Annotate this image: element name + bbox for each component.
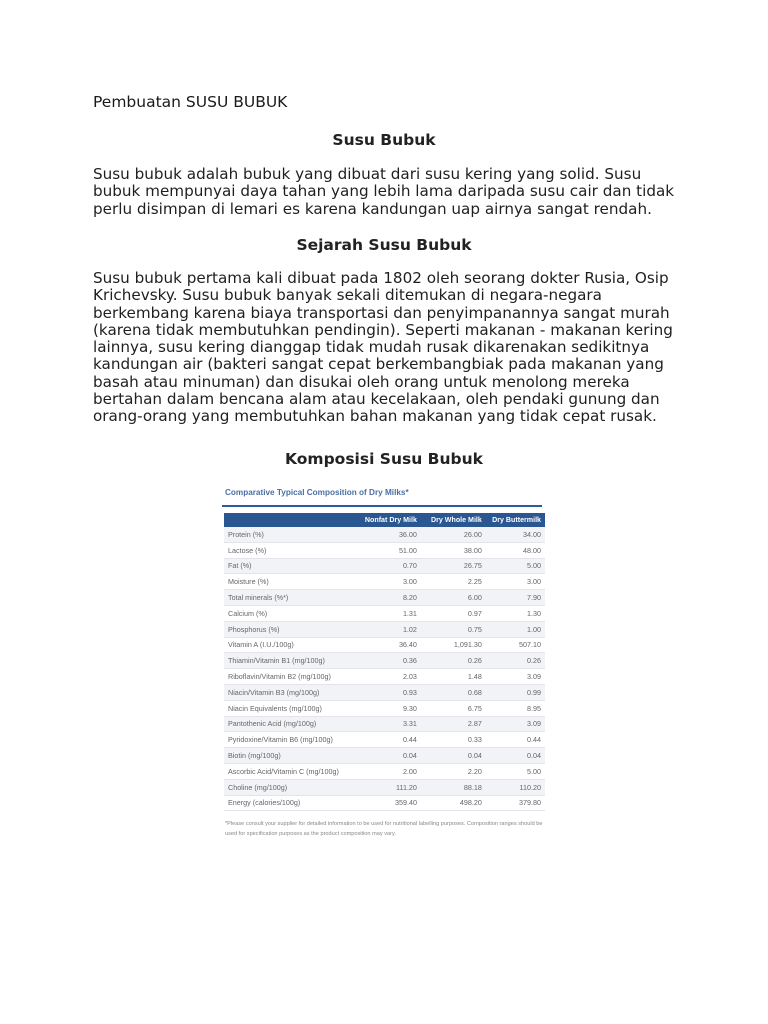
composition-table: [224, 513, 545, 811]
table-cell-value: 8.20: [355, 590, 420, 606]
table-cell-value: 3.09: [486, 716, 545, 732]
table-row: [224, 590, 545, 606]
table-cell-value: 26.00: [421, 527, 486, 542]
table-body: [224, 527, 545, 811]
table-cell-value: 34.00: [486, 527, 545, 542]
table-cell-value: 498.20: [421, 795, 486, 811]
table-row: [224, 527, 545, 542]
table-cell-value: 0.93: [355, 684, 420, 700]
table-row: [224, 637, 545, 653]
table-cell-value: 38.00: [421, 542, 486, 558]
table-cell-value: 6.75: [421, 700, 486, 716]
table-cell-value: 1.30: [486, 605, 545, 621]
column-header-dry-whole-milk: Dry Whole Milk: [421, 513, 486, 527]
table-cell-nutrient: Choline (mg/100g): [224, 779, 355, 795]
table-cell-value: 0.97: [421, 605, 486, 621]
table-cell-value: 379.80: [486, 795, 545, 811]
table-cell-value: 1,091.30: [421, 637, 486, 653]
column-header-dry-buttermilk: Dry Buttermilk: [486, 513, 545, 527]
table-cell-value: 0.44: [355, 732, 420, 748]
table-cell-value: 111.20: [355, 779, 420, 795]
table-cell-value: 1.02: [355, 621, 420, 637]
table-header-row: [224, 513, 545, 527]
table-row: [224, 748, 545, 764]
column-header-nutrient: [224, 513, 355, 527]
table-cell-value: 26.75: [421, 558, 486, 574]
table-cell-value: 0.04: [355, 748, 420, 764]
table-cell-nutrient: Ascorbic Acid/Vitamin C (mg/100g): [224, 763, 355, 779]
table-cell-value: 9.30: [355, 700, 420, 716]
table-cell-value: 3.00: [355, 574, 420, 590]
table-cell-value: 3.31: [355, 716, 420, 732]
table-cell-value: 0.26: [486, 653, 545, 669]
table-cell-nutrient: Riboflavin/Vitamin B2 (mg/100g): [224, 669, 355, 685]
table-cell-nutrient: Moisture (%): [224, 574, 355, 590]
table-cell-nutrient: Lactose (%): [224, 542, 355, 558]
table-cell-nutrient: Pantothenic Acid (mg/100g): [224, 716, 355, 732]
table-row: [224, 574, 545, 590]
table-cell-value: 2.25: [421, 574, 486, 590]
table-cell-nutrient: Pyridoxine/Vitamin B6 (mg/100g): [224, 732, 355, 748]
table-row: [224, 779, 545, 795]
table-cell-value: 0.70: [355, 558, 420, 574]
table-cell-value: 6.00: [421, 590, 486, 606]
table-row: [224, 795, 545, 811]
table-cell-nutrient: Fat (%): [224, 558, 355, 574]
table-cell-value: 0.36: [355, 653, 420, 669]
paragraph-susu-bubuk: Susu bubuk adalah bubuk yang dibuat dari susu kering yang solid. Susu bubuk mempunyai daya tahan yang lebih lama daripada susu cair dan tidak perlu disimpan di lemari es karena kandungan uap airnya sangat rendah.: [93, 165, 675, 218]
section-heading-susu-bubuk: Susu Bubuk: [332, 131, 436, 149]
table-row: [224, 621, 545, 637]
paragraph-sejarah: Susu bubuk pertama kali dibuat pada 1802 oleh seorang dokter Rusia, Osip Krichevsky. Susu bubuk banyak sekali ditemukan di negara-negara berkembang karena biaya transportasi dan penyimpanannya sangat murah (karena tidak membutuhkan pendingin). Seperti makanan - makanan kering lainnya, susu kering dianggap tidak mudah rusak dikarenakan sedikitnya kandungan air (bakteri sangat cepat berkembangbiak pada makanan yang basah atau minuman) dan disukai oleh orang untuk menolong mereka bertahan dalam bencana alam atau kecelakaan, oleh pendaki gunung dan orang-orang yang membutuhkan bahan makanan yang tidak cepat rusak.: [93, 269, 673, 426]
table-row: [224, 542, 545, 558]
section-heading-komposisi: Komposisi Susu Bubuk: [285, 450, 483, 468]
table-cell-value: 359.40: [355, 795, 420, 811]
table-row: [224, 716, 545, 732]
table-cell-value: 7.90: [486, 590, 545, 606]
table-row: [224, 605, 545, 621]
table-cell-value: 3.09: [486, 669, 545, 685]
table-cell-value: 1.00: [486, 621, 545, 637]
table-cell-nutrient: Vitamin A (I.U./100g): [224, 637, 355, 653]
table-cell-value: 2.87: [421, 716, 486, 732]
table-caption: Comparative Typical Composition of Dry Milks*: [225, 488, 409, 497]
table-cell-value: 5.00: [486, 763, 545, 779]
table-cell-value: 0.99: [486, 684, 545, 700]
table-cell-value: 1.31: [355, 605, 420, 621]
table-cell-value: 5.00: [486, 558, 545, 574]
table-row: [224, 669, 545, 685]
table-cell-value: 88.18: [421, 779, 486, 795]
caption-divider: [222, 505, 542, 507]
table-cell-value: 51.00: [355, 542, 420, 558]
table-row: [224, 700, 545, 716]
table-cell-value: 0.04: [421, 748, 486, 764]
table-row: [224, 558, 545, 574]
table-cell-nutrient: Total minerals (%*): [224, 590, 355, 606]
table-cell-value: 0.75: [421, 621, 486, 637]
table-cell-nutrient: Niacin Equivalents (mg/100g): [224, 700, 355, 716]
table-cell-value: 0.04: [486, 748, 545, 764]
table-cell-value: 36.40: [355, 637, 420, 653]
section-heading-sejarah: Sejarah Susu Bubuk: [296, 236, 472, 254]
table-cell-value: 2.03: [355, 669, 420, 685]
table-cell-value: 2.20: [421, 763, 486, 779]
table-row: [224, 763, 545, 779]
table-cell-nutrient: Thiamin/Vitamin B1 (mg/100g): [224, 653, 355, 669]
column-header-nonfat-dry-milk: Nonfat Dry Milk: [355, 513, 420, 527]
table-cell-value: 110.20: [486, 779, 545, 795]
table-cell-value: 0.33: [421, 732, 486, 748]
table-row: [224, 732, 545, 748]
table-cell-value: 1.48: [421, 669, 486, 685]
table-cell-nutrient: Protein (%): [224, 527, 355, 542]
table-cell-value: 48.00: [486, 542, 545, 558]
composition-table-figure: [222, 487, 548, 837]
table-cell-nutrient: Energy (calories/100g): [224, 795, 355, 811]
table-cell-value: 2.00: [355, 763, 420, 779]
table-row: [224, 653, 545, 669]
table-cell-nutrient: Phosphorus (%): [224, 621, 355, 637]
table-cell-nutrient: Biotin (mg/100g): [224, 748, 355, 764]
table-cell-value: 0.26: [421, 653, 486, 669]
document-title: Pembuatan SUSU BUBUK: [93, 93, 288, 111]
table-cell-nutrient: Calcium (%): [224, 605, 355, 621]
table-cell-value: 3.00: [486, 574, 545, 590]
table-row: [224, 684, 545, 700]
table-cell-nutrient: Niacin/Vitamin B3 (mg/100g): [224, 684, 355, 700]
table-footnote: *Please consult your supplier for detailed information to be used for nutritional labelling purposes. Composition ranges should be used for specification purposes as the product composition may vary.: [225, 821, 543, 838]
table-cell-value: 8.95: [486, 700, 545, 716]
table-cell-value: 507.10: [486, 637, 545, 653]
table-cell-value: 0.44: [486, 732, 545, 748]
table-cell-value: 36.00: [355, 527, 420, 542]
table-cell-value: 0.68: [421, 684, 486, 700]
